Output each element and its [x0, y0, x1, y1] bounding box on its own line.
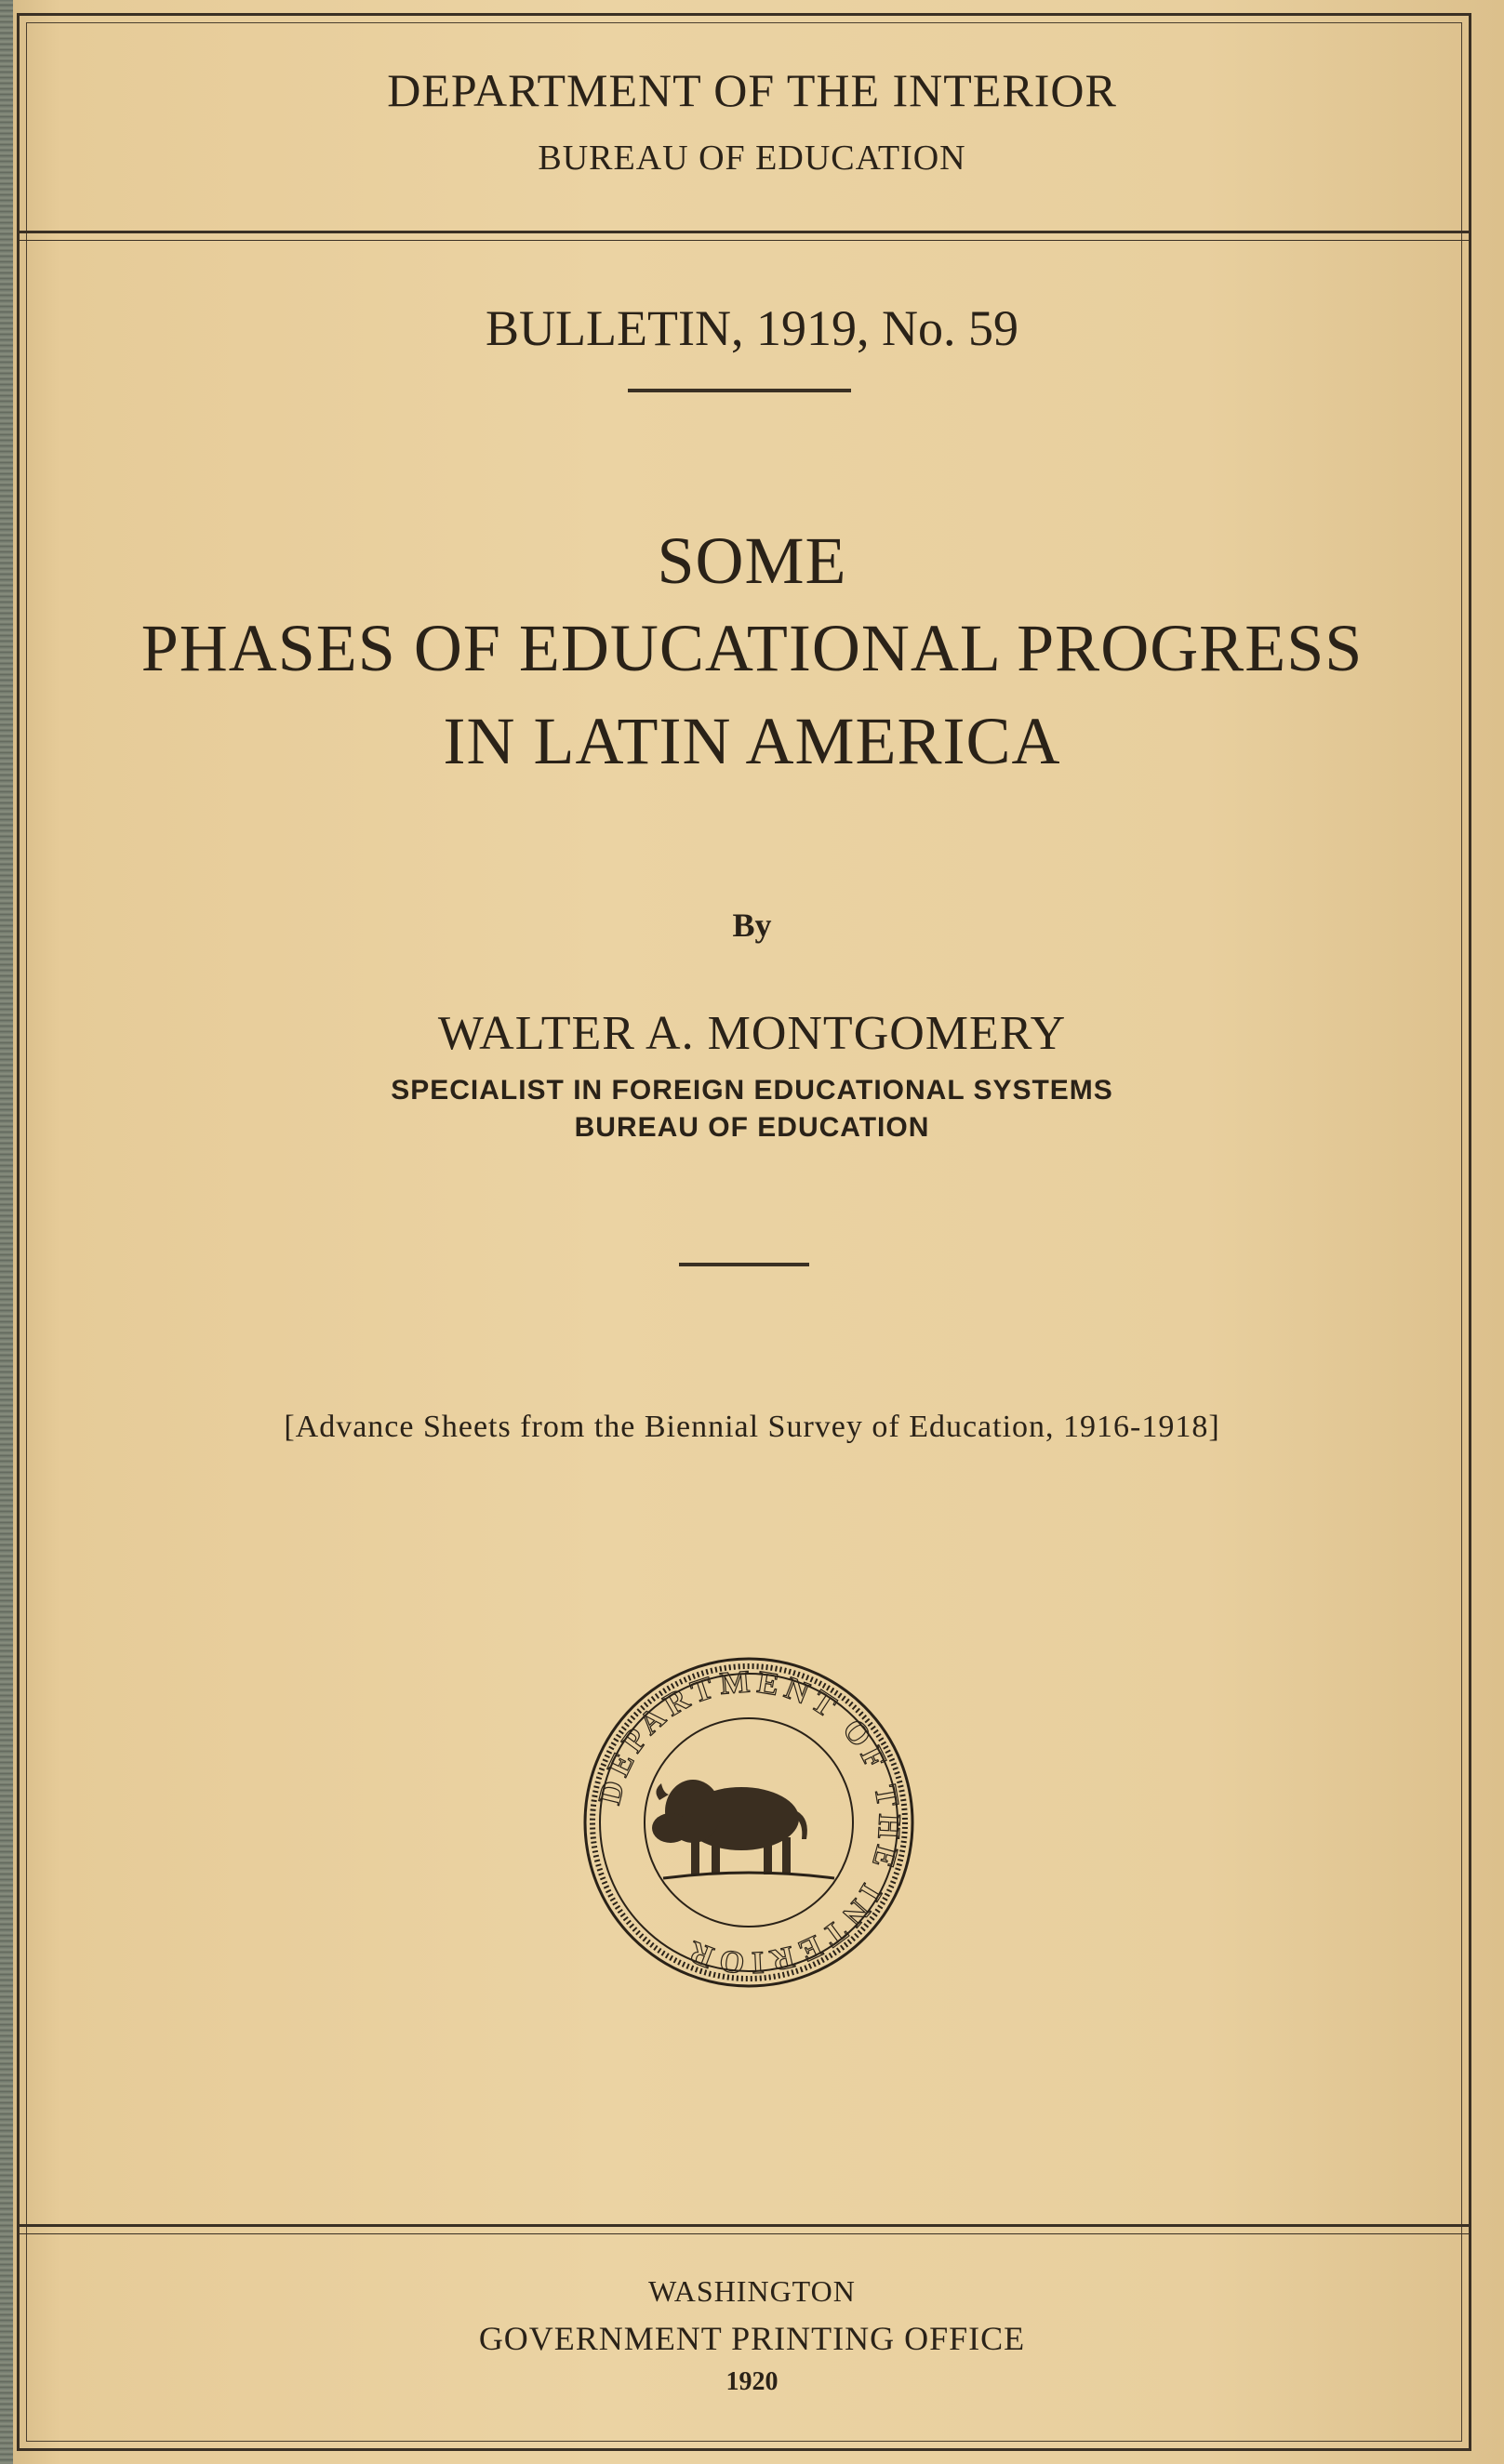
author-divider: [679, 1263, 809, 1266]
seal-arc-text: DEPARTMENT OF THE INTERIOR: [592, 1664, 907, 1980]
imprint-place: WASHINGTON: [648, 2274, 856, 2308]
header-rule-bottom: [17, 240, 1471, 241]
bison-seal-icon: [581, 1655, 916, 1990]
department-title: DEPARTMENT OF THE INTERIOR: [387, 64, 1117, 116]
footer-rule-bottom: [17, 2233, 1471, 2234]
header-rule-top: [17, 231, 1471, 233]
title-line-1: SOME: [657, 523, 847, 598]
author-role: SPECIALIST IN FOREIGN EDUCATIONAL SYSTEMS: [391, 1075, 1113, 1106]
bison-figure: [652, 1780, 807, 1874]
title-line-2: PHASES OF EDUCATIONAL PROGRESS: [140, 611, 1364, 685]
page-frame-inner: [26, 22, 1462, 2442]
imprint-publisher: GOVERNMENT PRINTING OFFICE: [478, 2320, 1026, 2357]
title-line-3: IN LATIN AMERICA: [443, 704, 1061, 778]
bulletin-number: BULLETIN, 1919, No. 59: [486, 300, 1018, 356]
author-name: WALTER A. MONTGOMERY: [437, 1007, 1067, 1060]
advance-sheets-note: [Advance Sheets from the Biennial Survey of Education, 1916-1918]: [284, 1410, 1220, 1444]
imprint-year: 1920: [725, 2367, 779, 2396]
bureau-subtitle: BUREAU OF EDUCATION: [538, 139, 966, 178]
footer-rule-top: [17, 2224, 1471, 2227]
binding-edge: [0, 0, 13, 2464]
author-organization: BUREAU OF EDUCATION: [574, 1112, 930, 1143]
bulletin-underline: [628, 389, 851, 392]
by-label: By: [732, 907, 772, 944]
